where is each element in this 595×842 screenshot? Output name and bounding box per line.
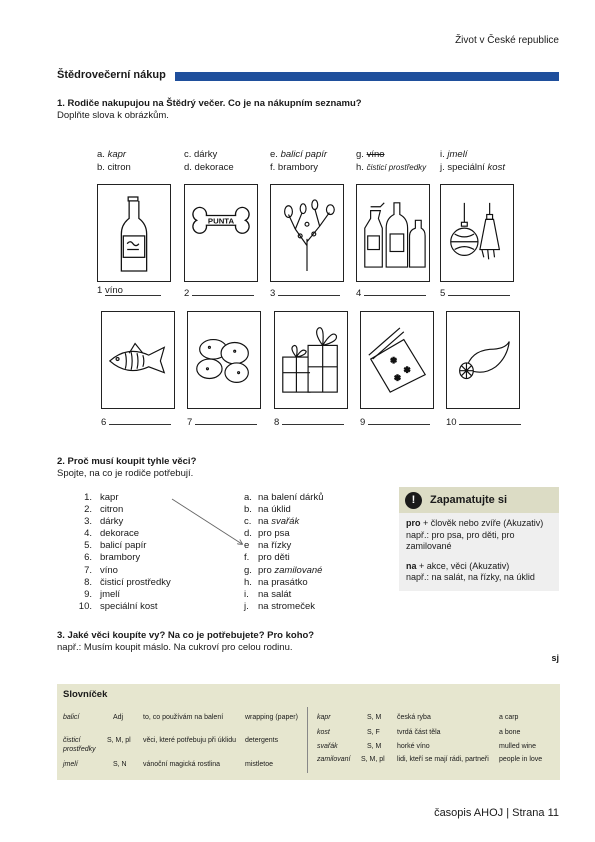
gift-boxes-icon — [275, 312, 347, 408]
match-left-list — [74, 492, 171, 613]
rule-pro: pro + člověk nebo zvíře (Akuzativ) — [406, 518, 544, 528]
list-item: f. pro děti — [244, 552, 290, 564]
svg-text:✱: ✱ — [403, 365, 411, 375]
list-item: 5. balicí papír — [84, 540, 147, 552]
author-initials: sj — [551, 653, 559, 663]
cleaning-products-icon — [357, 185, 429, 281]
list-item: 9. jmelí — [84, 588, 121, 600]
list-item: d. pro psa — [244, 528, 290, 540]
list-item: 4. dekorace — [84, 528, 140, 540]
word-list-ij: i. jmelí j. speciální kost — [440, 149, 505, 173]
vocab-row: zamilovaní S, M, pl lidi, kteří se mají rádi, partneři people in love — [317, 756, 543, 763]
list-item: 10. speciální kost — [78, 600, 158, 612]
carp-fish-icon — [102, 312, 174, 408]
word-list-cd: c. dárky d. dekorace — [184, 149, 234, 173]
list-item: 7. víno — [84, 564, 118, 576]
picture-lemon — [446, 311, 520, 409]
list-item: a. na balení dárků — [244, 492, 324, 503]
vocab-row: čisticí prostředky S, M, pl věci, které potřebuju při úklidu detergents — [63, 737, 279, 753]
answer-slot-2[interactable]: 2 — [184, 285, 254, 299]
list-item: h. na prasátko — [244, 576, 308, 588]
picture-carp — [101, 311, 175, 409]
remember-box-title: Zapamatujte si — [430, 494, 508, 506]
vocab-row: balicí Adj to, co používám na balení wrapping (paper) — [63, 714, 298, 721]
list-item: 1. kapr — [84, 492, 119, 503]
word-list-gh: g. víno h. čisticí prostředky — [356, 149, 427, 173]
list-item: 3. dárky — [84, 516, 124, 528]
list-item: i. na salát — [244, 588, 292, 600]
exercise-1-instruction: Doplňte slova k obrázkům. — [57, 110, 169, 121]
answer-slot-9[interactable]: 9 — [360, 414, 430, 428]
rule-na-example: např.: na salát, na řízky, na úklid — [406, 572, 535, 582]
list-item: 2. citron — [84, 504, 124, 516]
list-item: c. na svařák — [244, 516, 300, 528]
picture-dog-bone — [184, 184, 258, 282]
list-item: 8. čisticí prostředky — [84, 576, 171, 588]
answer-slot-10[interactable]: 10 — [446, 414, 521, 428]
exercise-2-instruction: Spojte, na co je rodiče potřebují. — [57, 468, 194, 479]
picture-christmas-ornaments — [440, 184, 514, 282]
remember-box — [399, 487, 559, 591]
mistletoe-icon — [271, 185, 343, 281]
answer-slot-6[interactable]: 6 — [101, 414, 171, 428]
christmas-ornaments-icon — [441, 185, 513, 281]
potatoes-icon — [188, 312, 260, 408]
picture-wine-bottle — [97, 184, 171, 282]
vocabulary-divider — [307, 707, 308, 773]
running-header: Život v České republice — [455, 35, 559, 46]
list-item: 6. brambory — [84, 552, 141, 564]
vocabulary-box — [57, 684, 560, 780]
svg-text:✱: ✱ — [390, 355, 397, 365]
exercise-3-example: např.: Musím koupit máslo. Na cukroví pro celou rodinu. — [57, 642, 293, 653]
picture-wrapping-paper — [360, 311, 434, 409]
answer-slot-3[interactable]: 3 — [270, 285, 340, 299]
picture-gifts — [274, 311, 348, 409]
picture-mistletoe — [270, 184, 344, 282]
answer-slot-4[interactable]: 4 — [356, 285, 426, 299]
vocab-row: kapr S, M česká ryba a carp — [317, 714, 519, 721]
section-title-bar — [175, 72, 559, 81]
section-title: Štědrovečerní nákup — [57, 69, 166, 81]
exclamation-icon: ! — [405, 492, 422, 509]
word-list-ef: e. balicí papír f. brambory — [270, 149, 328, 173]
wrapping-paper-icon — [361, 312, 433, 408]
exercise-2-title: 2. Proč musí koupit tyhle věci? — [57, 456, 197, 467]
answer-slot-7[interactable]: 7 — [187, 414, 257, 428]
answer-slot-8[interactable]: 8 — [274, 414, 344, 428]
vocab-row: jmelí S, N vánoční magická rostlina mistletoe — [63, 761, 274, 768]
vocab-row: svařák S, M horké víno mulled wine — [317, 743, 536, 750]
picture-potatoes — [187, 311, 261, 409]
page-footer: časopis AHOJ | Strana 11 — [434, 807, 559, 819]
vocab-row: kost S, F tvrdá část těla a bone — [317, 729, 521, 736]
list-item: b. na úklid — [244, 504, 291, 516]
bone-label: PUNTA — [207, 216, 235, 226]
answer-slot-5[interactable]: 5 — [440, 285, 510, 299]
list-item: j. na stromeček — [244, 600, 316, 612]
svg-text:✱: ✱ — [394, 373, 401, 383]
word-list-ab: a. kapr b. citron — [97, 149, 131, 173]
picture-cleaning-products — [356, 184, 430, 282]
answer-slot-1[interactable]: 1 víno — [97, 285, 161, 296]
rule-na: na + akce, věci (Akuzativ) — [406, 560, 510, 571]
match-right-list — [244, 492, 324, 613]
wine-bottle-icon — [98, 185, 170, 281]
list-item: e na řízky — [244, 540, 292, 552]
lemon-icon — [447, 312, 519, 408]
exercise-1-title: 1. Rodiče nakupujou na Štědrý večer. Co je na nákupním seznamu? — [57, 98, 362, 109]
list-item: g. pro zamilované — [244, 564, 323, 576]
vocabulary-title: Slovníček — [63, 689, 108, 700]
exercise-3-title: 3. Jaké věci koupíte vy? Na co je potřebujete? Pro koho? — [57, 630, 315, 641]
rule-pro-example: např.: pro psa, pro děti, pro zamilované — [406, 529, 515, 551]
dog-bone-icon — [185, 185, 257, 281]
